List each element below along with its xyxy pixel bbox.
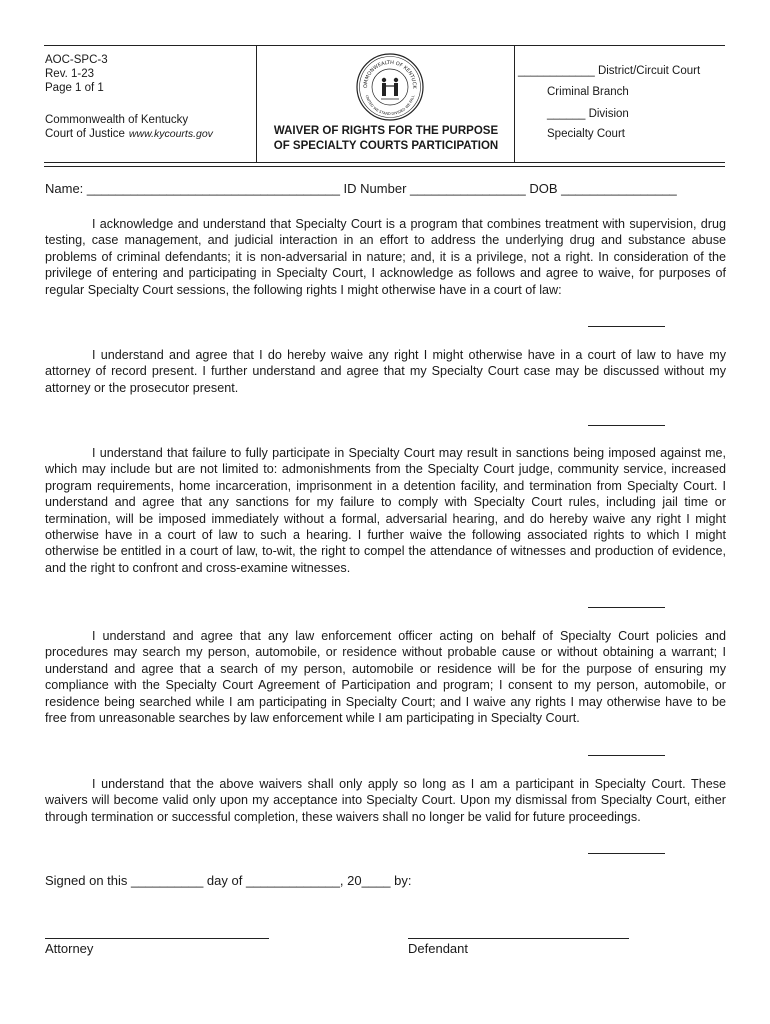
initials-field-3[interactable] [588,607,665,608]
paragraph-waiver-duration: I understand that the above waivers shall only apply so long as I am a participant in Specialty Court. These waivers will become valid only upon my acceptance into Specialty Court. Upon my dismissal from Specialty Court, either through termination or successful completion, these waivers shall no longer be valid for future proceedings. [45,777,726,824]
website-link[interactable]: www.kycourts.gov [128,128,213,140]
kentucky-seal-icon [355,52,425,122]
defendant-signature-line[interactable] [408,938,629,939]
specialty-court-label: Specialty Court [547,128,625,140]
form-identifier-block [45,53,213,141]
attorney-signature-line[interactable] [45,938,269,939]
attorney-label: Attorney [45,941,94,956]
seal-text-bottom: UNITED WE STAND DIVIDED WE FALL [364,94,416,117]
signed-on-date-field[interactable]: Signed on this __________ day of _____________, 20____ by: [45,873,412,888]
paragraph-acknowledgement: I acknowledge and understand that Specialty Court is a program that combines treatment with supervision, drug testing, case management, and judicial interaction in an effort to address the underlying drug and substance abuse problems of criminal defendants; it is non-adversarial in nature; and, it is a privilege, not a right. In consideration of the privilege of entering and participating in Specialty Court, I acknowledge as follows and agree to waive, for purposes of regular Specialty Court sessions, the following rights I might otherwise have in a court of law: [45,217,726,297]
commonwealth-label: Commonwealth of Kentucky [45,114,189,126]
court-type-field[interactable]: ____________ District/Circuit Court [518,65,701,77]
name-id-dob-fields[interactable]: Name: ___________________________________ ID Number ________________ DOB ________________ [45,181,677,196]
header-divider-left [256,45,257,163]
svg-text:UNITED WE STAND DIVIDED WE FAL [365,95,416,116]
header-divider-right [514,45,515,163]
form-id: AOC-SPC-3 [45,54,108,66]
defendant-label: Defendant [408,941,468,956]
branch-label: Criminal Branch [547,86,629,98]
initials-field-4[interactable] [588,755,665,756]
form-title-line-2: OF SPECIALTY COURTS PARTICIPATION [273,140,499,152]
header-bottom-rule [44,162,725,163]
initials-field-2[interactable] [588,425,665,426]
header-bottom-rule-double [44,166,725,167]
header-top-rule [44,45,725,46]
initials-field-5[interactable] [588,853,665,854]
court-of-justice-label: Court of Justice [45,128,125,140]
seal-text-top: OMMONWEALTH OF KENTUCK [362,59,418,89]
paragraph-search-waiver: I understand and agree that any law enforcement officer acting on behalf of Specialty Court policies and procedures may search my person, automobile, or residence without probable cause or without obtaining a warrant; I understand and agree that a search of my person, automobile or residence will be for the purpose of ensuring my compliance with the Specialty Court Agreement of Participation and program; I consent to my person, automobile, or residence being searched while I am participating in Specialty Court; and I waive any rights I may otherwise have to be free from unreasonable searches by law enforcement while I am participating in Specialty Court. [45,629,726,726]
court-info-block [518,64,700,141]
form-revision: Rev. 1-23 [45,68,95,80]
initials-field-1[interactable] [588,326,665,327]
paragraph-sanctions-waiver: I understand that failure to fully participate in Specialty Court may result in sanctions being imposed against me, which may include but are not limited to: admonishments from the Specialty Court judge, community service, increased program requirements, home incarceration, imprisonment in a detention facility, and termination from Specialty Court. I understand and agree that any sanctions for my failure to comply with Specialty Court rules, including jail time or termination, will be imposed immediately without a formal, adversarial hearing, and do hereby waive any right I might otherwise have in a court of law to such a hearing. I further waive the following associated rights to which I might otherwise be entitled in a court of law, to-wit, the right to compel the attendance of witnesses and production of evidence, and the right to confront and cross-examine witnesses. [45,446,726,575]
form-title [258,124,514,154]
division-field[interactable]: ______ Division [547,108,629,120]
page-number: Page 1 of 1 [45,82,104,94]
form-title-line-1: WAIVER OF RIGHTS FOR THE PURPOSE [273,125,499,137]
paragraph-attorney-waiver: I understand and agree that I do hereby waive any right I might otherwise have in a court of law to have my attorney of record present. I further understand and agree that my Specialty Court case may be discussed without my attorney or the prosecutor present. [45,348,726,395]
